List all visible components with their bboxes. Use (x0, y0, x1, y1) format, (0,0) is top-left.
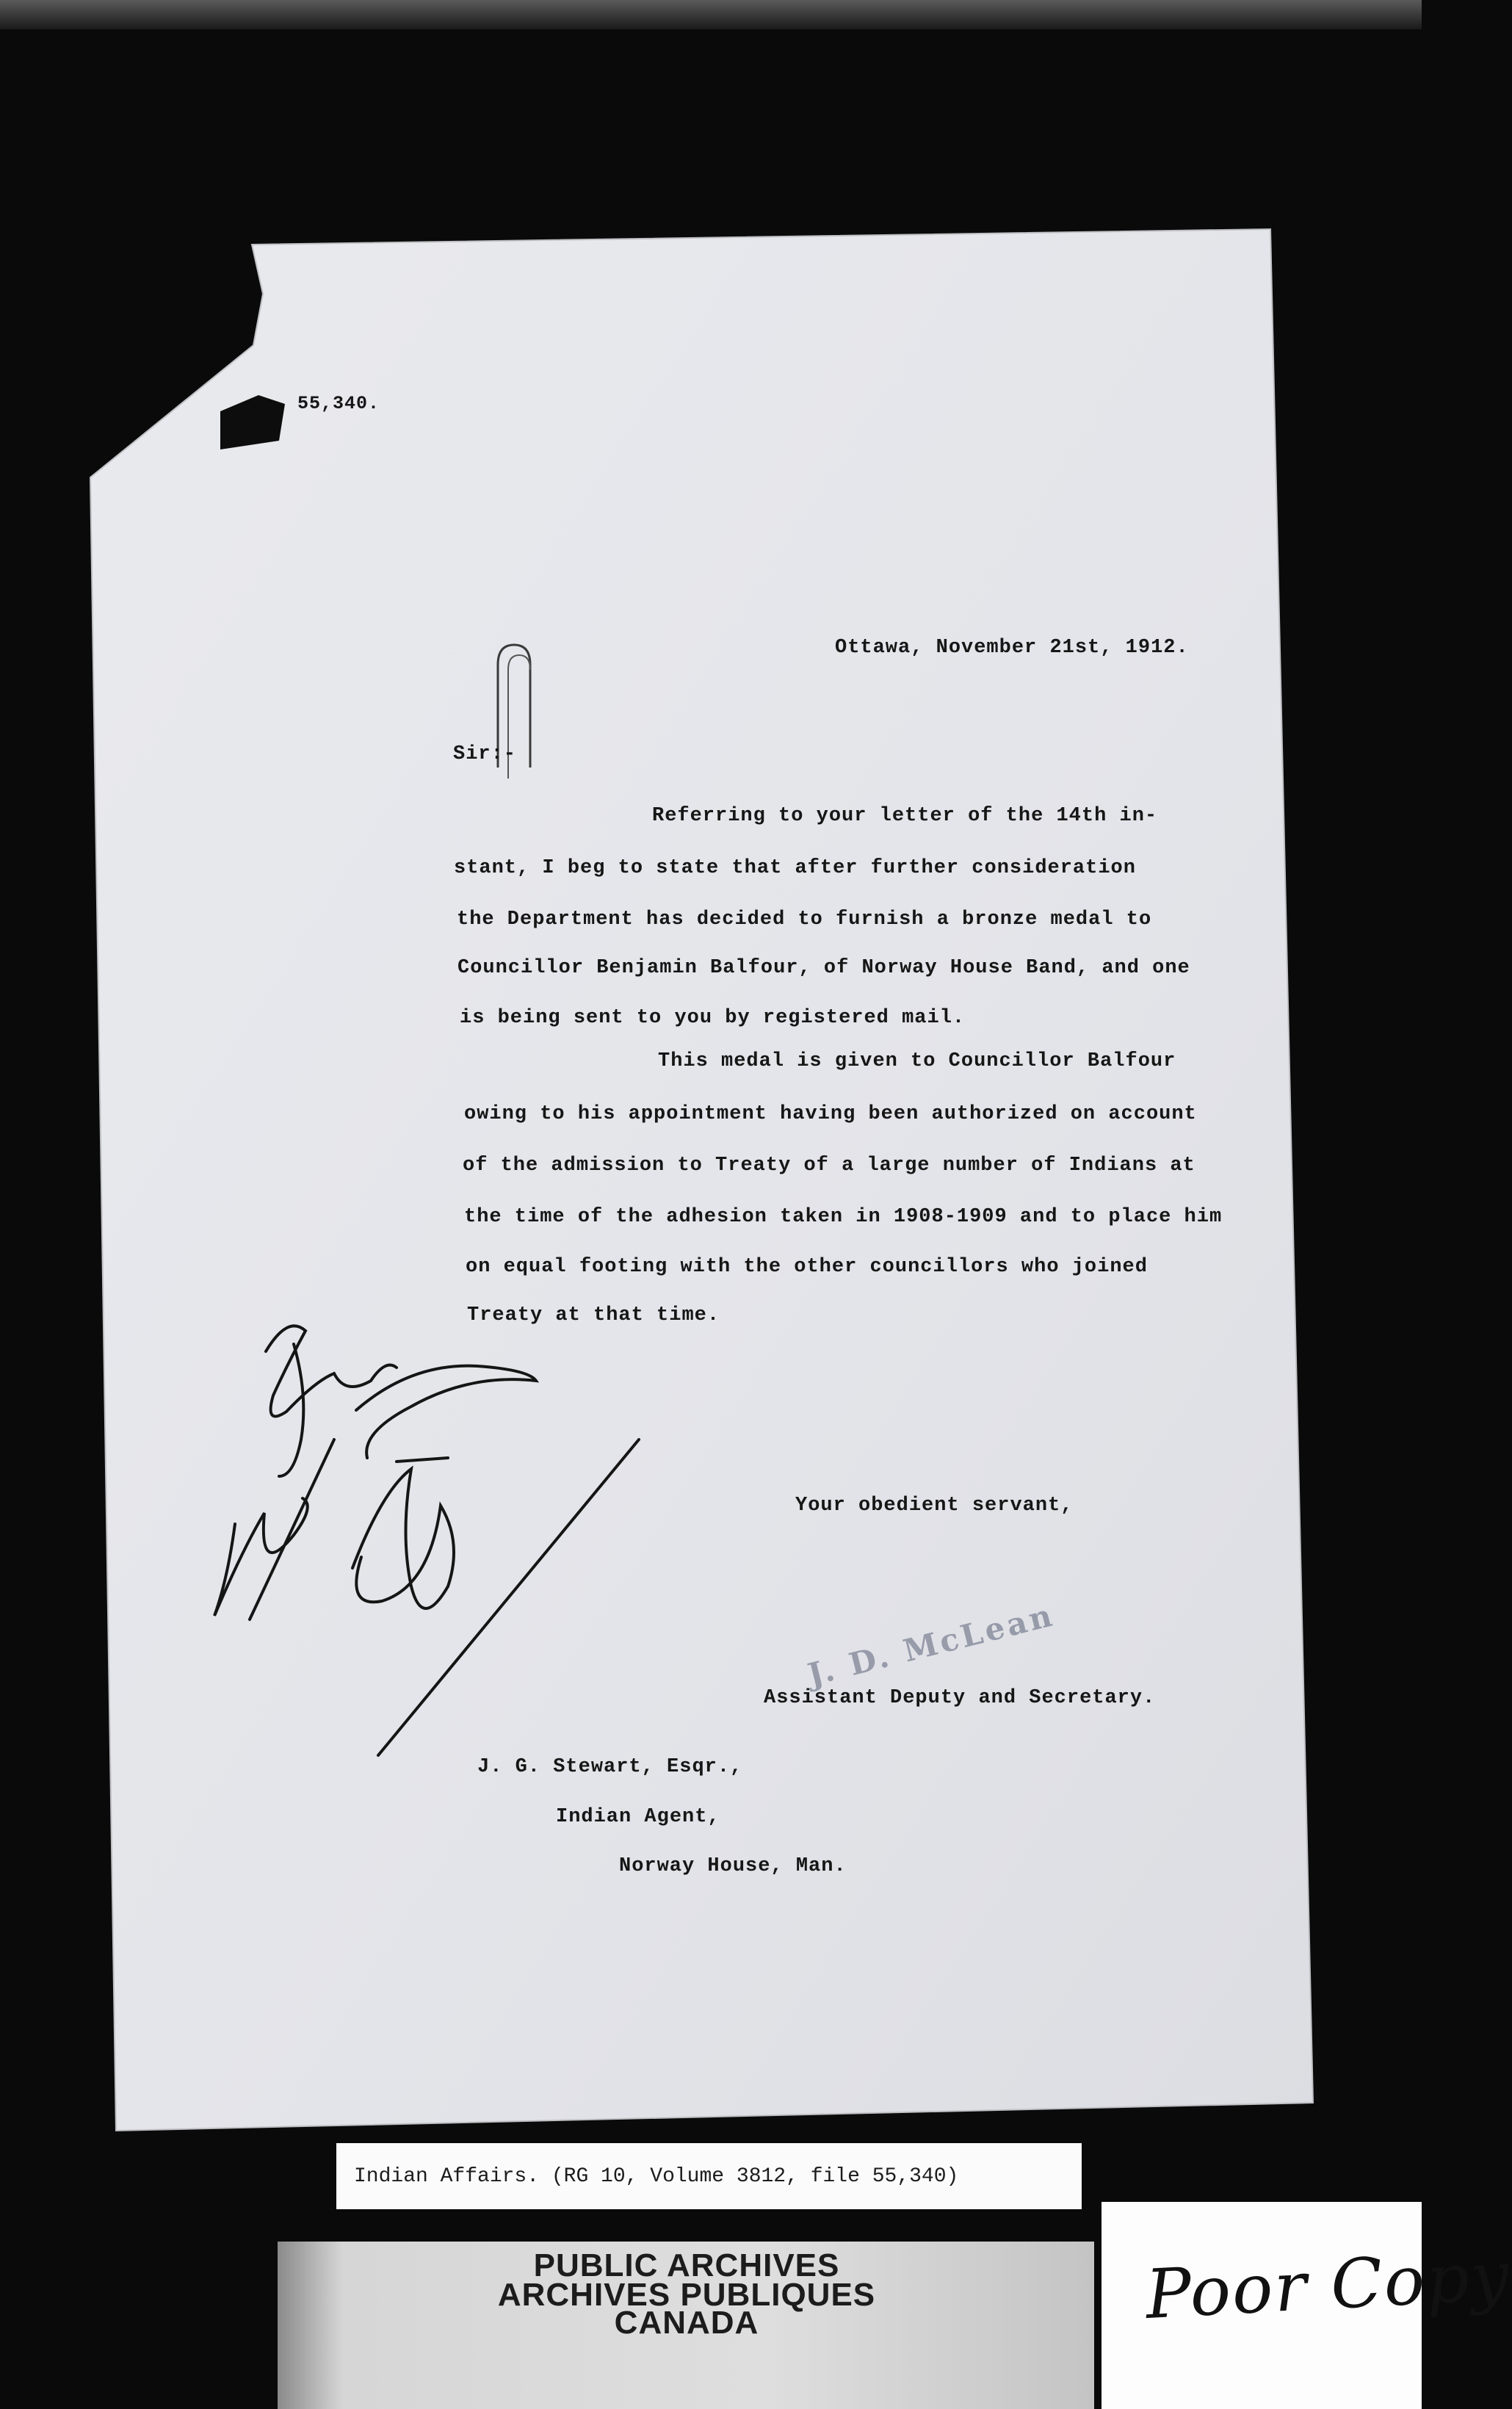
body-line: owing to his appointment having been authorized on account (464, 1103, 1197, 1125)
body-line: Referring to your letter of the 14th in- (652, 805, 1158, 827)
paper-page (90, 229, 1313, 2131)
salutation: Sir:- (453, 743, 517, 765)
body-line: stant, I beg to state that after further consideration (454, 857, 1136, 879)
body-line: of the admission to Treaty of a large number of Indians at (463, 1155, 1196, 1177)
body-line: Councillor Benjamin Balfour, of Norway House Band, and one (457, 957, 1190, 979)
body-line: Treaty at that time. (467, 1304, 720, 1326)
archives-line-3: CANADA (614, 2305, 759, 2341)
archives-line-2: ARCHIVES PUBLIQUES (497, 2277, 876, 2313)
archives-line-1: PUBLIC ARCHIVES (533, 2247, 840, 2283)
archive-reference: Indian Affairs. (RG 10, Volume 3812, file 55,340) (354, 2165, 959, 2188)
closing: Your obedient servant, (795, 1495, 1074, 1517)
addressee-name: J. G. Stewart, Esqr., (477, 1756, 743, 1778)
file-number: 55,340. (297, 393, 380, 414)
body-line: the time of the adhesion taken in 1908-1909 and to place him (464, 1206, 1223, 1228)
addressee-place: Norway House, Man. (619, 1855, 847, 1877)
date-line: Ottawa, November 21st, 1912. (835, 637, 1189, 659)
body-line: on equal footing with the other councillors who joined (466, 1256, 1148, 1278)
signatory-title: Assistant Deputy and Secretary. (764, 1687, 1156, 1709)
poor-copy-note: Poor Copy (1143, 2236, 1512, 2334)
signature-stamp: J. D. McLean (804, 1597, 1058, 1693)
body-line: is being sent to you by registered mail. (460, 1007, 966, 1029)
body-line: the Department has decided to furnish a bronze medal to (457, 909, 1152, 931)
body-line: This medal is given to Councillor Balfour (658, 1050, 1176, 1072)
addressee-role: Indian Agent, (556, 1806, 720, 1828)
